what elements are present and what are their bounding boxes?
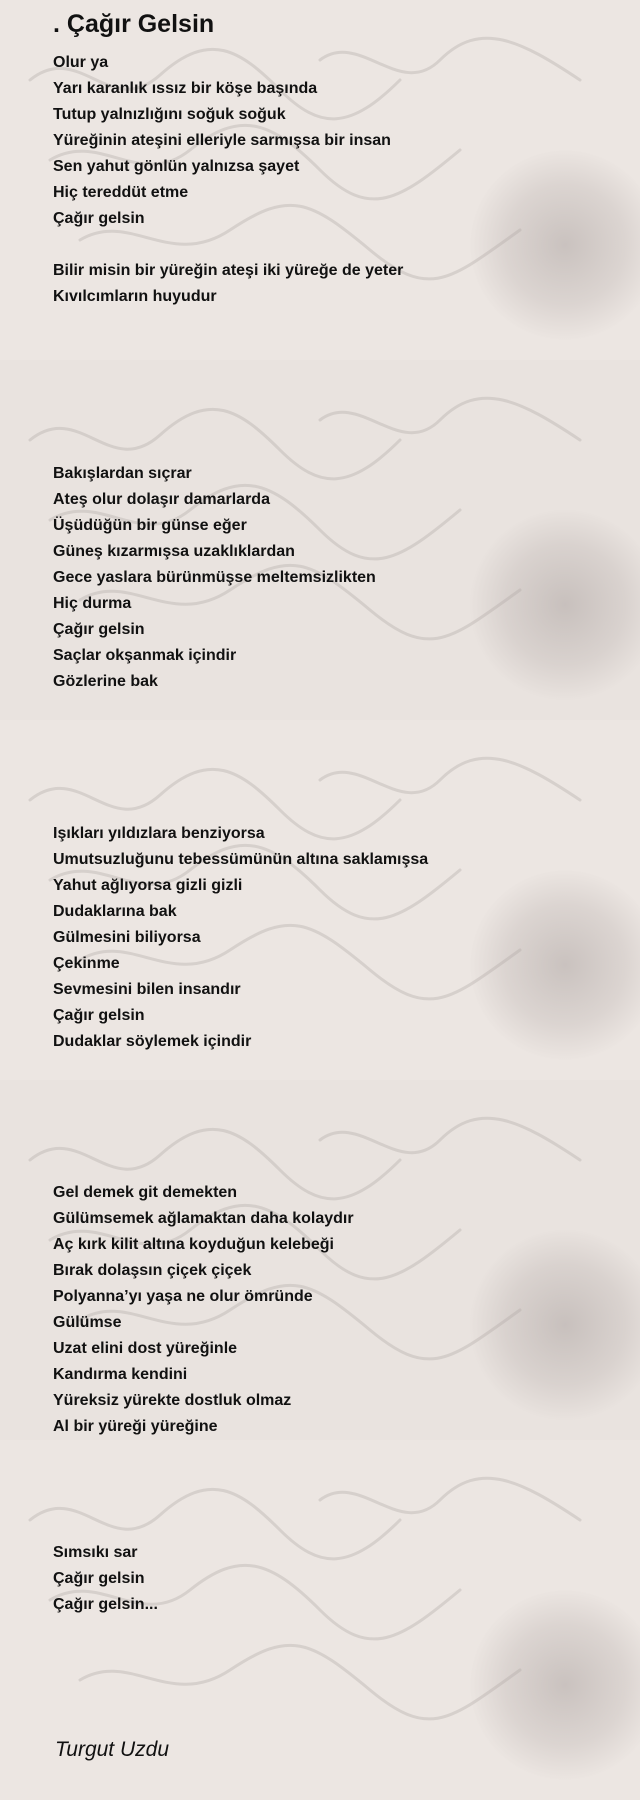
poem-line: Uzat elini dost yüreğinle: [53, 1340, 238, 1357]
poem-line: Çağır gelsin...: [53, 1596, 158, 1613]
poem-title: . Çağır Gelsin: [53, 10, 215, 38]
poem-line: Al bir yüreği yüreğine: [53, 1418, 218, 1435]
poem-line: Gece yaslara bürünmüşse meltemsizlikten: [53, 569, 376, 586]
poem-line: Bırak dolaşsın çiçek çiçek: [53, 1262, 252, 1279]
poem-line: Çağır gelsin: [53, 621, 145, 638]
poem-line: Işıkları yıldızlara benziyorsa: [53, 825, 265, 842]
poem-line: Aç kırk kilit altına koyduğun kelebeği: [53, 1236, 334, 1253]
poem-line: Sevmesini bilen insandır: [53, 981, 241, 998]
poem-line: Tutup yalnızlığını soğuk soğuk: [53, 106, 286, 123]
poem-line: Umutsuzluğunu tebessümünün altına saklamışsa: [53, 851, 429, 868]
poem-line: Gülmesini biliyorsa: [53, 929, 201, 946]
stanza-7: [53, 1540, 158, 1618]
stanza-6: [53, 1180, 354, 1440]
stanza-3: [53, 461, 376, 669]
poem-line: Gülümse: [53, 1314, 122, 1331]
poem-line: Saçlar okşanmak içindir: [53, 647, 237, 664]
poem-line: Gülümsemek ağlamaktan daha kolaydır: [53, 1210, 354, 1227]
poem-line: Kandırma kendini: [53, 1366, 188, 1383]
stanza-2: [53, 258, 403, 310]
stanza-1: [53, 50, 391, 232]
author-name: Turgut Uzdu: [55, 1738, 169, 1761]
poem-line: Sen yahut gönlün yalnızsa şayet: [53, 158, 300, 175]
stanza-5: [53, 821, 428, 1055]
poem-line: Yarı karanlık ıssız bir köşe başında: [53, 80, 318, 97]
poem-line: Dudaklar söylemek içindir: [53, 1033, 252, 1050]
poem-line: Yüreğinin ateşini elleriyle sarmışsa bir insan: [53, 132, 391, 149]
poem-line: Bilir misin bir yüreğin ateşi iki yüreğe de yeter: [53, 262, 404, 279]
poem-line: Yahut ağlıyorsa gizli gizli: [53, 877, 243, 894]
poem-line: Çağır gelsin: [53, 1007, 145, 1024]
poem-line: Polyanna’yı yaşa ne olur ömründe: [53, 1288, 313, 1305]
poem-line: Bakışlardan sıçrar: [53, 465, 192, 482]
poem-line: Olur ya: [53, 54, 109, 71]
poem-line: Hiç tereddüt etme: [53, 184, 189, 201]
poem-line: Üşüdüğün bir günse eğer: [53, 517, 247, 534]
poem-line: Sımsıkı sar: [53, 1544, 138, 1561]
stanza-4: [53, 669, 158, 695]
poem-line: Gel demek git demekten: [53, 1184, 238, 1201]
poem-line: Çekinme: [53, 955, 120, 972]
poem-line: Gözlerine bak: [53, 673, 158, 690]
poem-line: Çağır gelsin: [53, 1570, 145, 1587]
poem-line: Güneş kızarmışsa uzaklıklardan: [53, 543, 295, 560]
poem-line: Yüreksiz yürekte dostluk olmaz: [53, 1392, 292, 1409]
poem-line: Ateş olur dolaşır damarlarda: [53, 491, 270, 508]
poem-line: Çağır gelsin: [53, 210, 145, 227]
poem-line: Dudaklarına bak: [53, 903, 177, 920]
poem-line: Hiç durma: [53, 595, 132, 612]
poem-line: Kıvılcımların huyudur: [53, 288, 217, 305]
